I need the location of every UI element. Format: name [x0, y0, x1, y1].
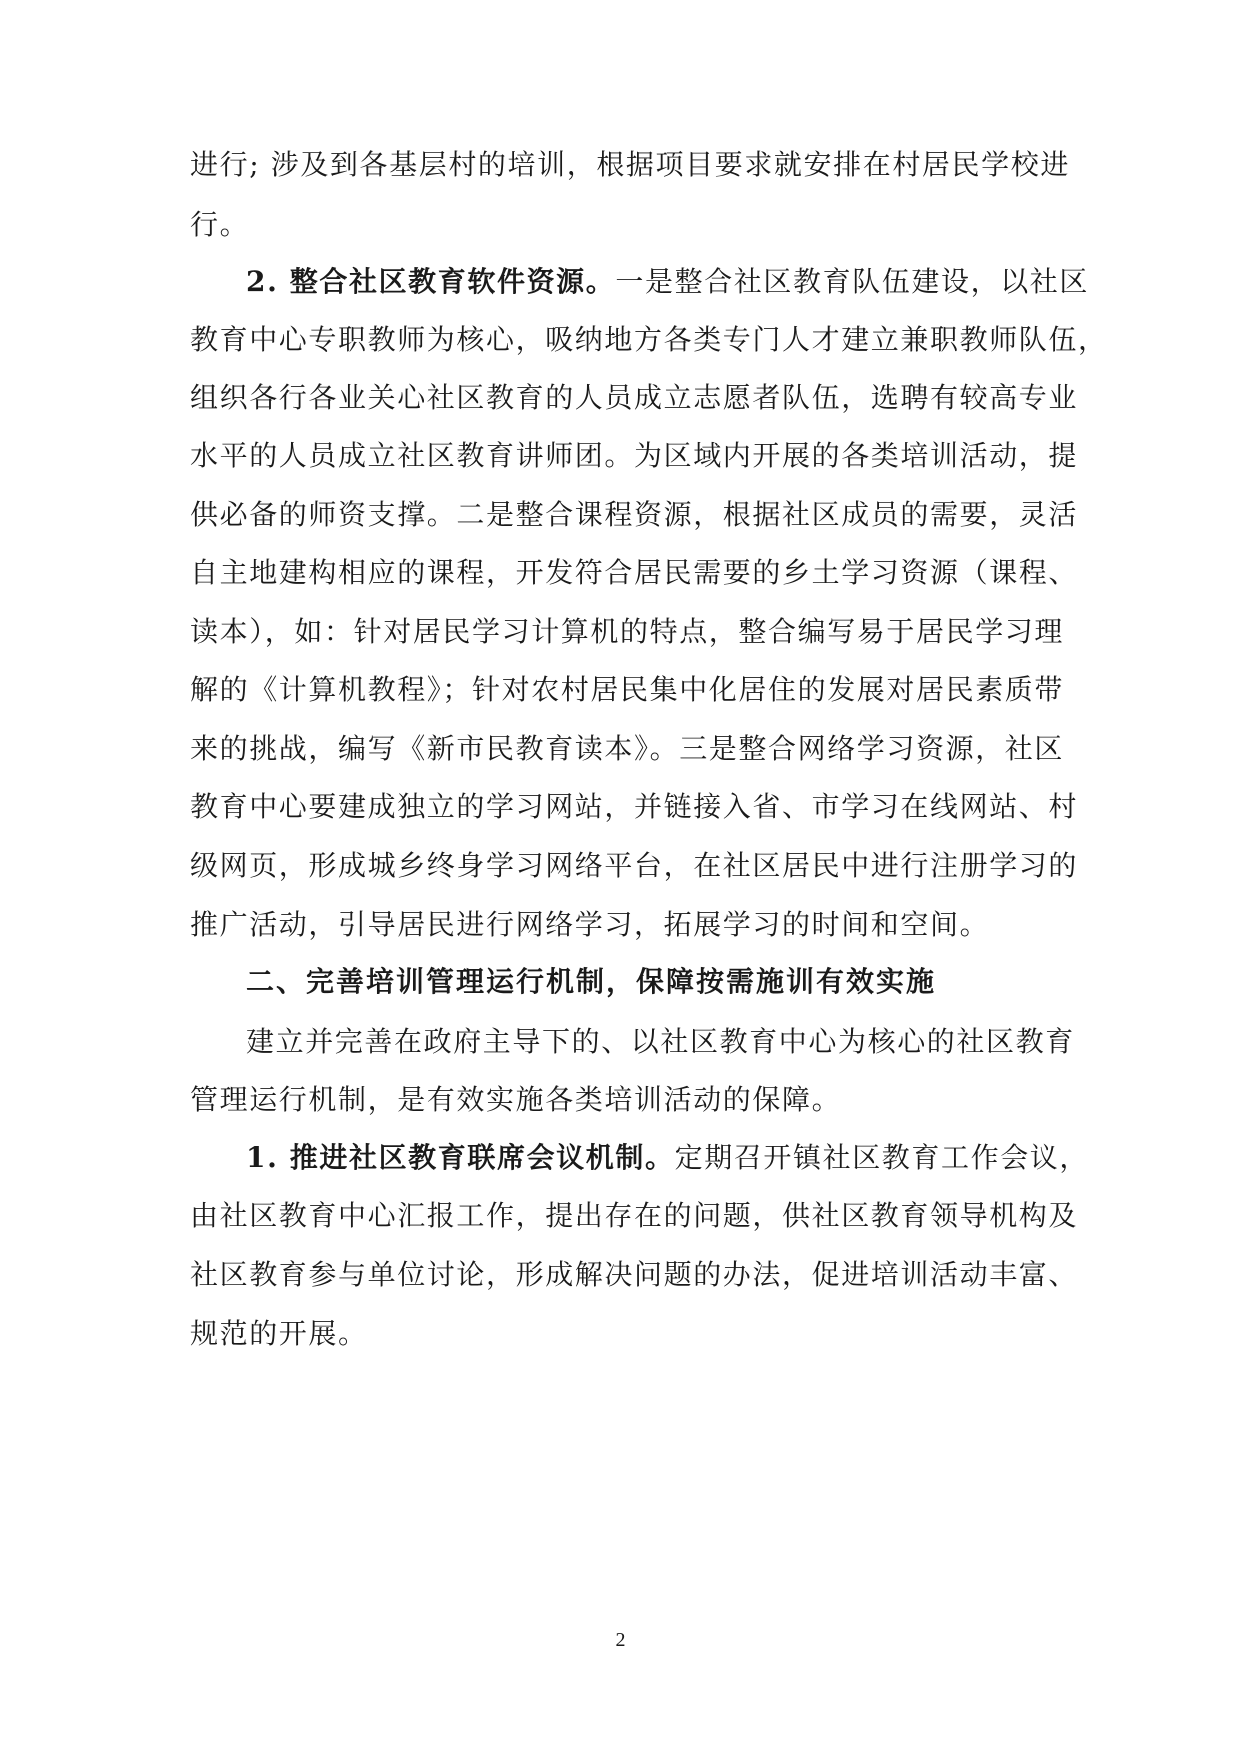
- paragraph-line: [246, 1140, 1089, 1176]
- paragraph-line: 推广活动，引导居民进行网络学习，拓展学习的时间和空间。: [190, 908, 990, 941]
- section-subheading: 1. 推进社区教育联席会议机制。: [246, 1141, 675, 1174]
- paragraph-line: 社区教育参与单位讨论，形成解决问题的办法，促进培训活动丰富、: [190, 1258, 1079, 1291]
- paragraph-line: 进行; 涉及到各基层村的培训，根据项目要求就安排在村居民学校进: [190, 148, 1070, 181]
- page-number: 2: [615, 1629, 626, 1651]
- section-subheading: 2. 整合社区教育软件资源。: [246, 265, 616, 298]
- paragraph-line: 教育中心要建成独立的学习网站，并链接入省、市学习在线网站、村: [190, 790, 1079, 823]
- paragraph-text: 定期召开镇社区教育工作会议，: [674, 1141, 1089, 1174]
- paragraph-line: 组织各行各业关心社区教育的人员成立志愿者队伍，选聘有较高专业: [190, 381, 1079, 414]
- paragraph-line: 管理运行机制，是有效实施各类培训活动的保障。: [190, 1083, 842, 1116]
- paragraph-line: 读本），如：针对居民学习计算机的特点，整合编写易于居民学习理: [190, 615, 1065, 648]
- paragraph-line: 水平的人员成立社区教育讲师团。为区域内开展的各类培训活动，提: [190, 439, 1079, 472]
- paragraph-line: [246, 264, 1089, 300]
- paragraph-line: 行。: [190, 208, 250, 241]
- paragraph-text: 一是整合社区教育队伍建设，以社区: [615, 265, 1089, 298]
- paragraph-line: 解的《计算机教程》；针对农村居民集中化居住的发展对居民素质带: [190, 673, 1065, 706]
- paragraph-line: 建立并完善在政府主导下的、以社区教育中心为核心的社区教育: [246, 1025, 1075, 1058]
- paragraph-line: 供必备的师资支撑。二是整合课程资源，根据社区成员的需要，灵活: [190, 498, 1079, 531]
- paragraph-line: 教育中心专职教师为核心，吸纳地方各类专门人才建立兼职教师队伍，: [190, 323, 1108, 356]
- paragraph-line: 由社区教育中心汇报工作，提出存在的问题，供社区教育领导机构及: [190, 1199, 1079, 1232]
- paragraph-line: 来的挑战，编写《新市民教育读本》。三是整合网络学习资源，社区: [190, 732, 1065, 765]
- paragraph-line: 级网页，形成城乡终身学习网络平台，在社区居民中进行注册学习的: [190, 849, 1079, 882]
- paragraph-line: 自主地建构相应的课程，开发符合居民需要的乡土学习资源（课程、: [190, 556, 1079, 589]
- section-heading: 二、完善培训管理运行机制，保障按需施训有效实施: [246, 965, 937, 998]
- paragraph-line: 规范的开展。: [190, 1317, 368, 1350]
